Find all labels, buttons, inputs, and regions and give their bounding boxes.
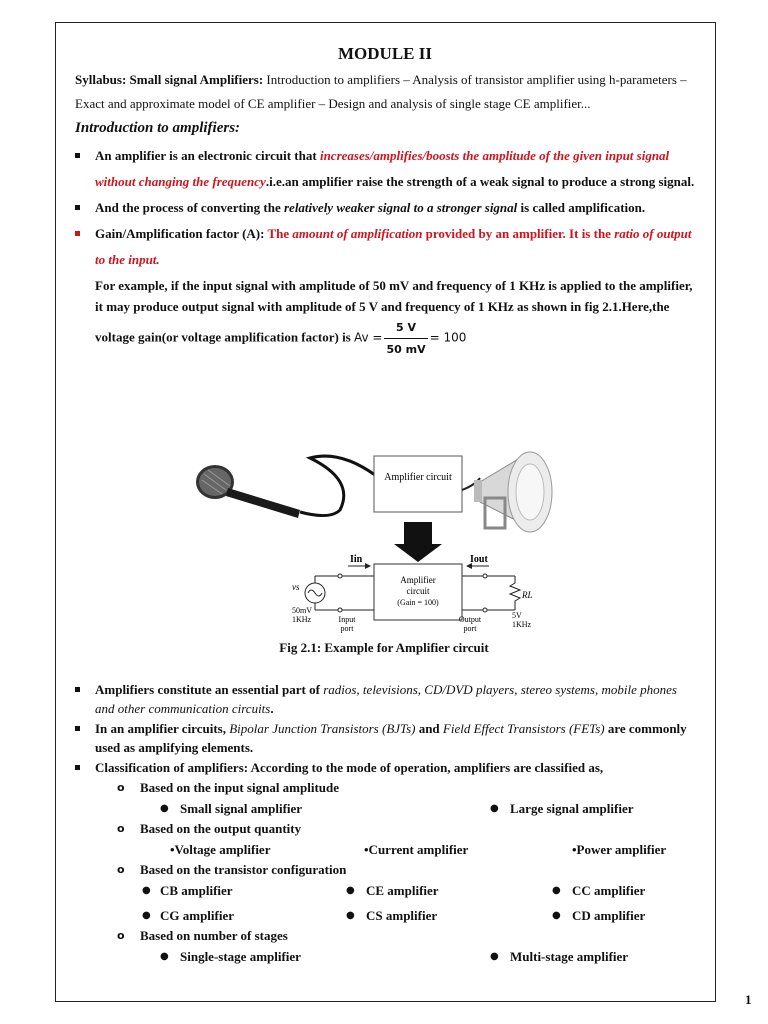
intro-list <box>75 143 695 273</box>
list-item: Classification of amplifiers: According to the mode of operation, amplifiers are classified as, <box>75 758 695 777</box>
main-content <box>75 44 695 360</box>
amp-box-top-label: Amplifier circuit <box>384 472 452 483</box>
list-item: •Voltage amplifier •Current amplifier •Power amplifier <box>170 842 667 857</box>
arrow-down-icon <box>394 522 442 562</box>
amp-box-top <box>374 456 462 512</box>
microphone-icon <box>196 456 375 518</box>
iin-label: Iin <box>350 554 363 565</box>
svg-text:Amplifier: Amplifier <box>400 575 436 585</box>
section-heading-intro: Introduction to amplifiers: <box>75 120 241 136</box>
svg-text:Output: Output <box>458 615 482 624</box>
list-item: ● CG amplifier ● CS amplifier ● CD amplifier <box>142 908 646 923</box>
syllabus-text: Introduction to amplifiers – Analysis of transistor amplifier using h-parameters – Exact and approximate model of CE amplifier – Design and analysis of single stage CE amplifier... <box>75 72 687 111</box>
classification-transistor-config: o Based on the transistor configuration <box>117 862 347 877</box>
rl-label: RL <box>522 590 533 600</box>
classification-output-quantity: o Based on the output quantity <box>117 821 302 836</box>
svg-text:(Gain = 100): (Gain = 100) <box>397 598 439 607</box>
svg-text:Input: Input <box>338 615 356 624</box>
svg-text:1KHz: 1KHz <box>512 620 532 629</box>
classification-input-amplitude: o Based on the input signal amplitude <box>117 780 340 795</box>
syllabus <box>75 68 695 116</box>
vs-label: vs <box>292 582 300 592</box>
classification-stages: o Based on number of stages <box>117 928 288 943</box>
gain-fraction: $\frac{5 V}{50 mV}$ <box>384 317 427 360</box>
page-title: MODULE II <box>338 44 432 63</box>
svg-text:port: port <box>340 624 354 633</box>
svg-text:circuit: circuit <box>406 586 430 596</box>
svg-text:5V: 5V <box>512 611 522 620</box>
list-item: Amplifiers constitute an essential part of radios, televisions, CD/DVD players, stereo systems, mobile phones and other communication circuits. <box>75 680 695 718</box>
list-item: ● Small signal amplifier ● Large signal amplifier <box>160 801 634 816</box>
list-item: And the process of converting the relatively weaker signal to a stronger signal is called amplification. <box>75 195 695 221</box>
lower-content <box>75 680 695 967</box>
iout-label: Iout <box>470 554 488 565</box>
amplifier-figure <box>190 440 560 640</box>
figure-caption: Fig 2.1: Example for Amplifier circuit <box>279 640 489 655</box>
list-item: An amplifier is an electronic circuit that increases/amplifies/boosts the amplitude of the given input signal without changing the frequency.i.e.an amplifier raise the strength of a weak signal to produce a strong signal. <box>75 143 695 195</box>
svg-text:50mV: 50mV <box>292 606 312 615</box>
list-item: Gain/Amplification factor (A): The amount of amplification provided by an amplifier. It is the ratio of output to the input. <box>75 221 695 273</box>
speaker-icon <box>474 452 552 532</box>
list-item: ● CB amplifier ● CE amplifier ● CC amplifier <box>142 883 646 898</box>
page-number: 1 <box>745 992 752 1007</box>
example-paragraph: For example, if the input signal with amplitude of 50 mV and frequency of 1 KHz is applied to the amplifier, it may produce output signal with amplitude of 5 V and frequency of 1 KHz as shown in fig 2.1.Here,the voltage gain(or voltage amplification factor) is Av = $\frac{5 V}{50 mV}$ = 100 <box>75 275 695 360</box>
svg-text:1KHz: 1KHz <box>292 615 312 624</box>
syllabus-label: Syllabus: Small signal Amplifiers: <box>75 72 264 87</box>
av-symbol: Av = <box>354 330 383 345</box>
svg-text:port: port <box>463 624 477 633</box>
lower-list <box>75 680 695 777</box>
list-item: In an amplifier circuits, Bipolar Junction Transistors (BJTs) and Field Effect Transistors (FETs) are commonly used as amplifying elements. <box>75 719 695 757</box>
list-item: ● Single-stage amplifier ● Multi-stage amplifier <box>160 949 629 964</box>
